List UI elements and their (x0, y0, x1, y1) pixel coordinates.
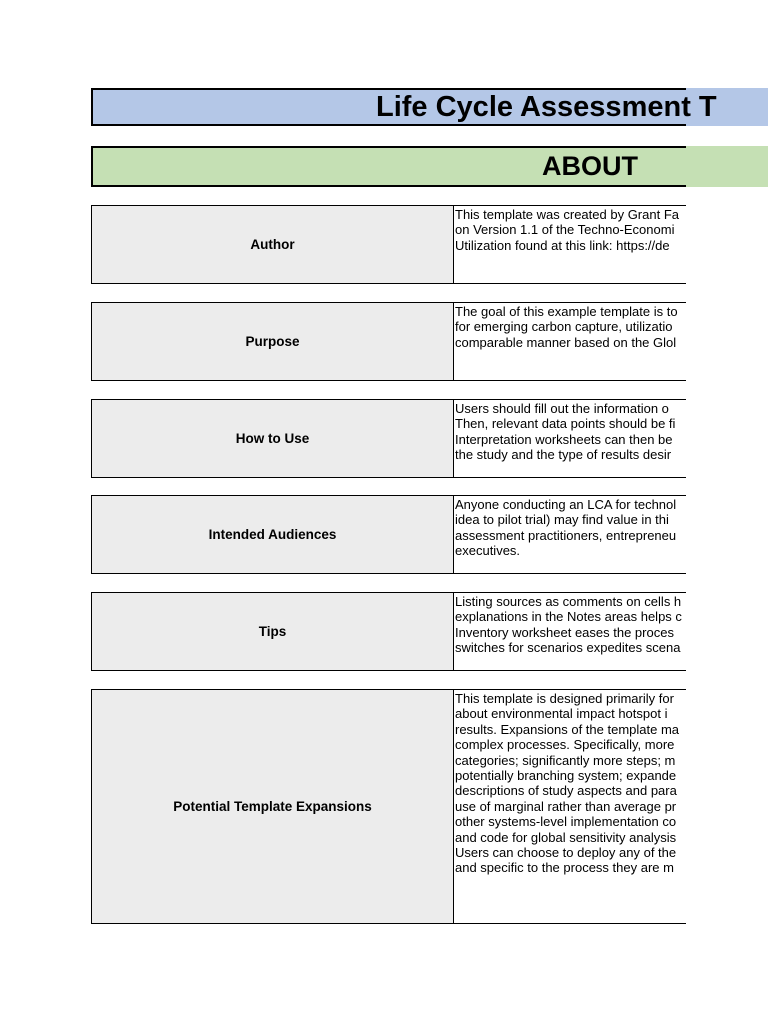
desc-line: results. Expansions of the template ma (455, 721, 680, 737)
page-title: Life Cycle Assessment T (376, 91, 717, 123)
desc-line: potentially branching system; expande (455, 768, 677, 784)
row-desc-intended-audiences (454, 496, 686, 573)
desc-line: and specific to the process they are m (455, 860, 674, 876)
row-label-author: Author (92, 206, 454, 283)
desc-line: idea to pilot trial) may find value in thi (455, 512, 669, 528)
desc-line: other systems-level implementation co (455, 814, 677, 830)
desc-line: This template was created by Grant Fa (455, 207, 679, 222)
row-label-intended-audiences: Intended Audiences (92, 496, 454, 573)
title-banner (91, 88, 768, 126)
desc-line: Utilization found at this link: https://de (455, 237, 670, 253)
desc-line: explanations in the Notes areas helps c (455, 609, 682, 625)
desc-line: categories; significantly more steps; m (455, 752, 676, 768)
desc-line: Then, relevant data points should be fi (455, 416, 676, 432)
row-purpose (91, 302, 686, 381)
desc-line: use of marginal rather than average pr (455, 798, 677, 814)
row-potential-template-expansions (91, 689, 686, 924)
row-label-potential-template-expansions: Potential Template Expansions (92, 690, 454, 923)
desc-line: Interpretation worksheets can then be (455, 431, 673, 447)
desc-line: Inventory worksheet eases the proces (455, 624, 674, 640)
desc-line: This template is designed primarily for (455, 691, 674, 706)
section-banner (91, 146, 768, 187)
row-label-tips: Tips (92, 593, 454, 670)
desc-line: Listing sources as comments on cells h (455, 594, 682, 609)
desc-line: for emerging carbon capture, utilizatio (455, 319, 673, 335)
desc-line: Users can choose to deploy any of the (455, 845, 677, 861)
row-label-purpose: Purpose (92, 303, 454, 380)
row-desc-potential-template-expansions (454, 690, 686, 923)
desc-line: Users should fill out the information o (455, 401, 669, 416)
row-desc-purpose (454, 303, 686, 380)
desc-line: about environmental impact hotspot i (455, 706, 668, 722)
row-desc-tips (454, 593, 686, 670)
desc-line: complex processes. Specifically, more (455, 737, 675, 753)
desc-line: executives. (455, 543, 521, 559)
desc-line: on Version 1.1 of the Techno-Economi (455, 222, 675, 238)
desc-line: comparable manner based on the Glol (455, 334, 677, 350)
row-label-how-to-use: How to Use (92, 400, 454, 477)
desc-line: descriptions of study aspects and para (455, 783, 677, 799)
row-how-to-use (91, 399, 686, 478)
desc-line: the study and the type of results desir (455, 447, 672, 463)
row-desc-author (454, 206, 686, 283)
row-intended-audiences (91, 495, 686, 574)
row-author (91, 205, 686, 284)
desc-line: Anyone conducting an LCA for technol (455, 497, 677, 512)
desc-line: assessment practitioners, entrepreneu (455, 527, 677, 543)
desc-line: The goal of this example template is to (455, 304, 678, 319)
row-desc-how-to-use (454, 400, 686, 477)
row-tips (91, 592, 686, 671)
desc-line: switches for scenarios expedites scena (455, 640, 681, 656)
desc-line: and code for global sensitivity analysis (455, 829, 677, 845)
section-title: ABOUT (542, 151, 638, 181)
section-banner-extension (686, 146, 768, 187)
